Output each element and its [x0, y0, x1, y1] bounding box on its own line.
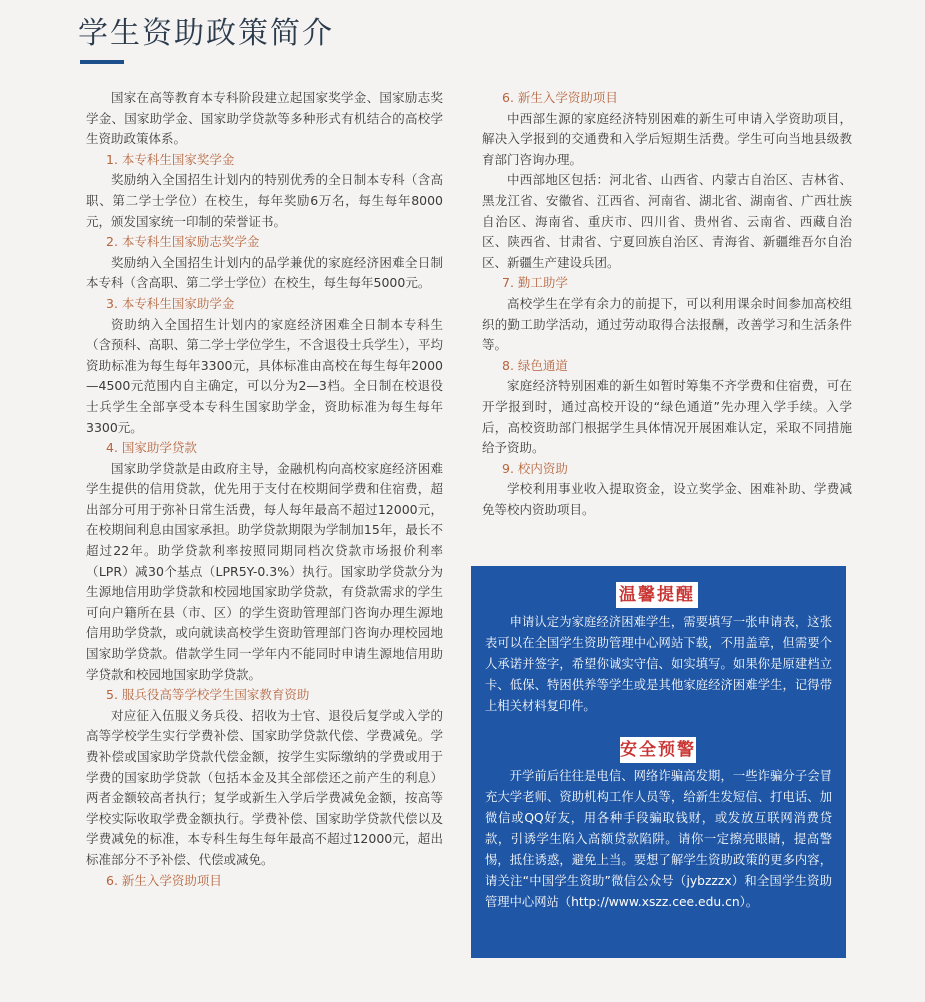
section-heading: 1. 本专科生国家奖学金 [106, 151, 235, 167]
paragraph: 国家在高等教育本专科阶段建立起国家奖学金、国家励志奖学金、国家助学金、国家助学贷款等多种形式有机结合的高校学生资助政策体系。 [86, 90, 443, 147]
right-column [482, 88, 852, 520]
paragraph: 高校学生在学有余力的前提下，可以利用课余时间参加高校组织的勤工助学活动，通过劳动取得合法报酬，改善学习和生活条件等。 [482, 295, 852, 353]
paragraph: 对应征入伍服义务兵役、招收为士官、退役后复学或入学的高等学校学生实行学费补偿、国家助学贷款代偿、学费减免。学费补偿或国家助学贷款代偿金额，按学生实际缴纳的学费或用于学费的国家助学贷款（包括本金及其全部偿还之前产生的利息）两者金额较高者执行；复学或新生入学后学费减免金额，按高等学校实际收取学费金额执行。学费补偿、国家助学贷款代偿以及学费减免的标准，本专科生每生每年最高不超过12000元，超出标准部分不予补偿、代偿或减免。 [86, 707, 443, 867]
tips-badge: 温馨提醒 [616, 582, 698, 608]
section-heading: 3. 本专科生国家助学金 [106, 295, 235, 311]
section-heading: 9. 校内资助 [502, 460, 568, 476]
paragraph: 中西部地区包括：河北省、山西省、内蒙古自治区、吉林省、黑龙江省、安徽省、江西省、河南省、湖北省、湖南省、广西壮族自治区、海南省、重庆市、四川省、贵州省、云南省、西藏自治区、陕西省、甘肃省、宁夏回族自治区、青海省、新疆维吾尔自治区、新疆生产建设兵团。 [482, 172, 852, 270]
section-heading: 2. 本专科生国家励志奖学金 [106, 234, 260, 250]
paragraph: 奖励纳入全国招生计划内的品学兼优的家庭经济困难全日制本专科（含高职、第二学士学位）在校生，每生每年5000元。 [86, 254, 443, 291]
left-column [86, 88, 443, 891]
paragraph: 家庭经济特别困难的新生如暂时筹集不齐学费和住宿费，可在开学报到时，通过高校开设的“绿色通道”先办理入学手续。入学后，高校资助部门根据学生具体情况开展困难认定，采取不同措施给予资助。 [482, 378, 852, 456]
paragraph: 资助纳入全国招生计划内的家庭经济困难全日制本专科生（含预科、高职、第二学士学位学生，不含退役士兵学生），平均资助标准为每生每年3300元，具体标准由高校在每生每年2000—4500元范围内自主确定，可以分为2—3档。全日制在校退役士兵学生全部享受本专科生国家助学金，资助标准为每生每年3300元。 [86, 316, 443, 435]
notice-box [471, 566, 846, 958]
safety-text: 开学前后往往是电信、网络诈骗高发期，一些诈骗分子会冒充大学老师、资助机构工作人员等，给新生发短信、打电话、加微信或QQ好友，用各种手段骗取钱财，或发放互联网消费贷款，引诱学生陷入高额贷款陷阱。请你一定擦亮眼睛，提高警惕，抵住诱惑，避免上当。要想了解学生资助政策的更多内容，请关注“中国学生资助”微信公众号（jybzzzx）和全国学生资助管理中心网站（http://www.xszz.cee.edu.cn）。 [485, 769, 832, 909]
tips-text: 申请认定为家庭经济困难学生，需要填写一张申请表，这张表可以在全国学生资助管理中心网站下载，不用盖章，但需要个人承诺并签字，希望你诚实守信、如实填写。如果你是原建档立卡、低保、特困供养等学生或是其他家庭经济困难学生，记得带上相关材料复印件。 [485, 615, 832, 713]
safety-badge: 安全预警 [620, 737, 696, 763]
paragraph: 国家助学贷款是由政府主导，金融机构向高校家庭经济困难学生提供的信用贷款，优先用于支付在校期间学费和住宿费，超出部分可用于弥补日常生活费，每人每年最高不超过12000元，在校期间利息由国家承担。助学贷款期限为学制加15年，最长不超过22年。助学贷款利率按照同期同档次贷款市场报价利率（LPR）减30个基点（LPR5Y-0.3%）执行。国家助学贷款分为生源地信用助学贷款和校园地国家助学贷款，有贷款需求的学生可向户籍所在县（市、区）的学生资助管理部门咨询办理生源地信用助学贷款，或向就读高校学生资助管理部门咨询办理校园地国家助学贷款。借款学生同一学年内不能同时申请生源地信用助学贷款和校园地国家助学贷款。 [86, 460, 443, 682]
section-heading: 7. 勤工助学 [502, 275, 568, 291]
section-heading: 8. 绿色通道 [502, 357, 568, 373]
section-heading: 4. 国家助学贷款 [106, 440, 197, 456]
page-title: 学生资助政策简介 [78, 16, 334, 51]
section-heading: 6. 新生入学资助项目 [106, 872, 222, 888]
paragraph: 学校利用事业收入提取资金，设立奖学金、困难补助、学费减免等校内资助项目。 [482, 481, 852, 517]
section-heading: 5. 服兵役高等学校学生国家教育资助 [106, 687, 310, 703]
title-underline [80, 60, 124, 64]
paragraph: 中西部生源的家庭经济特别困难的新生可申请入学资助项目，解决入学报到的交通费和入学后短期生活费。学生可向当地县级教育部门咨询办理。 [482, 110, 852, 167]
paragraph: 奖励纳入全国招生计划内的特别优秀的全日制本专科（含高职、第二学士学位）在校生，每年奖励6万名，每生每年8000元，颁发国家统一印制的荣誉证书。 [86, 172, 443, 229]
section-heading: 6. 新生入学资助项目 [502, 90, 618, 105]
